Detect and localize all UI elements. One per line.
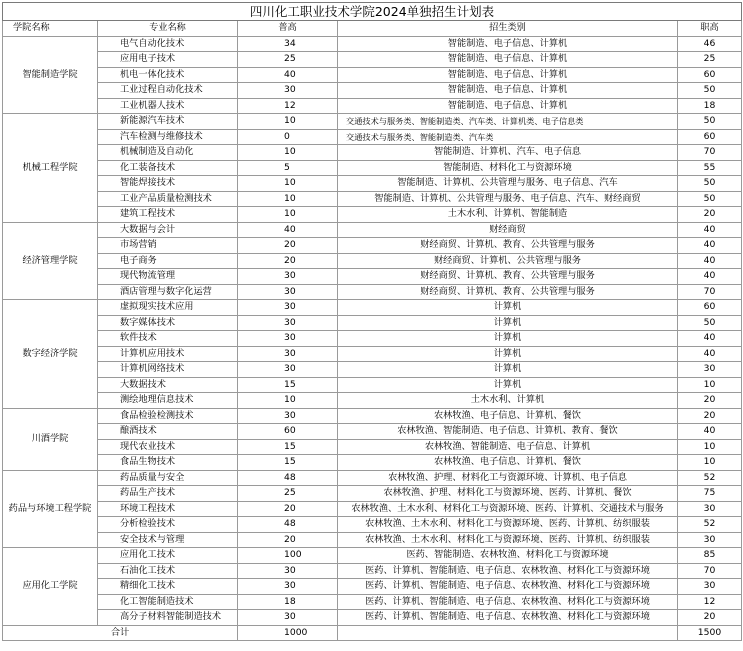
total-vocational: 1500 xyxy=(678,625,742,641)
header-college: 学院名称 xyxy=(3,21,98,37)
general-quota-cell: 30 xyxy=(238,284,338,300)
major-cell: 药品质量与安全 xyxy=(98,470,238,486)
major-cell: 电子商务 xyxy=(98,253,238,269)
table-row xyxy=(3,300,742,316)
table-row xyxy=(3,253,742,269)
table-row xyxy=(3,191,742,207)
category-cell: 农林牧渔、电子信息、计算机、餐饮 xyxy=(338,408,678,424)
vocational-quota-cell: 30 xyxy=(678,501,742,517)
general-quota-cell: 30 xyxy=(238,563,338,579)
header-row xyxy=(3,21,742,37)
category-cell: 农林牧渔、智能制造、电子信息、计算机 xyxy=(338,439,678,455)
major-cell: 分析检验技术 xyxy=(98,517,238,533)
major-cell: 机械制造及自动化 xyxy=(98,145,238,161)
general-quota-cell: 25 xyxy=(238,486,338,502)
college-name: 智能制造学院 xyxy=(22,68,78,80)
vocational-quota-cell: 70 xyxy=(678,145,742,161)
table-row xyxy=(3,393,742,409)
vocational-quota-cell: 50 xyxy=(678,114,742,130)
category-cell: 计算机 xyxy=(338,362,678,378)
category-cell: 医药、计算机、智能制造、电子信息、农林牧渔、材料化工与资源环境 xyxy=(338,610,678,626)
table-row xyxy=(3,207,742,223)
major-cell: 食品检验检测技术 xyxy=(98,408,238,424)
major-cell: 高分子材料智能制造技术 xyxy=(98,610,238,626)
general-quota-cell: 30 xyxy=(238,315,338,331)
category-cell: 农林牧渔、智能制造、电子信息、计算机、教育、餐饮 xyxy=(338,424,678,440)
major-cell: 建筑工程技术 xyxy=(98,207,238,223)
vocational-quota-cell: 70 xyxy=(678,563,742,579)
general-quota-cell: 15 xyxy=(238,439,338,455)
category-cell: 智能制造、计算机、汽车、电子信息 xyxy=(338,145,678,161)
table-row xyxy=(3,83,742,99)
vocational-quota-cell: 52 xyxy=(678,517,742,533)
category-cell: 医药、计算机、智能制造、电子信息、农林牧渔、材料化工与资源环境 xyxy=(338,563,678,579)
general-quota-cell: 10 xyxy=(238,176,338,192)
major-cell: 酿酒技术 xyxy=(98,424,238,440)
general-quota-cell: 60 xyxy=(238,424,338,440)
major-cell: 药品生产技术 xyxy=(98,486,238,502)
table-row xyxy=(3,439,742,455)
college-name-cell xyxy=(3,548,98,626)
general-quota-cell: 10 xyxy=(238,145,338,161)
category-cell: 交通技术与服务类、智能制造类、汽车类 xyxy=(338,129,678,145)
table-row xyxy=(3,362,742,378)
enrollment-plan-table xyxy=(2,2,742,641)
general-quota-cell: 20 xyxy=(238,238,338,254)
vocational-quota-cell: 12 xyxy=(678,594,742,610)
major-cell: 工业产品质量检测技术 xyxy=(98,191,238,207)
major-cell: 计算机网络技术 xyxy=(98,362,238,378)
table-row xyxy=(3,579,742,595)
general-quota-cell: 10 xyxy=(238,393,338,409)
category-cell: 计算机 xyxy=(338,331,678,347)
vocational-quota-cell: 40 xyxy=(678,253,742,269)
vocational-quota-cell: 85 xyxy=(678,548,742,564)
vocational-quota-cell: 50 xyxy=(678,191,742,207)
table-row xyxy=(3,145,742,161)
general-quota-cell: 10 xyxy=(238,114,338,130)
category-cell: 土木水利、计算机、智能制造 xyxy=(338,207,678,223)
major-cell: 机电一体化技术 xyxy=(98,67,238,83)
college-name-cell xyxy=(3,408,98,470)
total-row xyxy=(3,625,742,641)
college-name: 经济管理学院 xyxy=(22,254,78,266)
category-cell: 智能制造、电子信息、计算机 xyxy=(338,98,678,114)
total-label: 合计 xyxy=(3,625,238,641)
vocational-quota-cell: 40 xyxy=(678,222,742,238)
major-cell: 计算机应用技术 xyxy=(98,346,238,362)
major-cell: 智能焊接技术 xyxy=(98,176,238,192)
vocational-quota-cell: 75 xyxy=(678,486,742,502)
vocational-quota-cell: 30 xyxy=(678,579,742,595)
category-cell: 医药、计算机、智能制造、电子信息、农林牧渔、材料化工与资源环境 xyxy=(338,579,678,595)
general-quota-cell: 25 xyxy=(238,52,338,68)
college-name: 机械工程学院 xyxy=(22,161,78,173)
vocational-quota-cell: 50 xyxy=(678,176,742,192)
general-quota-cell: 30 xyxy=(238,269,338,285)
major-cell: 工业过程自动化技术 xyxy=(98,83,238,99)
vocational-quota-cell: 52 xyxy=(678,470,742,486)
college-name-cell xyxy=(3,36,98,114)
table-row xyxy=(3,269,742,285)
major-cell: 数字媒体技术 xyxy=(98,315,238,331)
category-cell: 智能制造、材料化工与资源环境 xyxy=(338,160,678,176)
total-general: 1000 xyxy=(238,625,338,641)
general-quota-cell: 40 xyxy=(238,222,338,238)
table-row xyxy=(3,377,742,393)
total-category xyxy=(338,625,678,641)
vocational-quota-cell: 60 xyxy=(678,129,742,145)
vocational-quota-cell: 30 xyxy=(678,532,742,548)
table-row xyxy=(3,36,742,52)
general-quota-cell: 18 xyxy=(238,594,338,610)
category-cell: 财经商贸、计算机、教育、公共管理与服务 xyxy=(338,269,678,285)
vocational-quota-cell: 70 xyxy=(678,284,742,300)
major-cell: 应用电子技术 xyxy=(98,52,238,68)
table-row xyxy=(3,176,742,192)
category-cell: 智能制造、电子信息、计算机 xyxy=(338,67,678,83)
college-name: 应用化工学院 xyxy=(22,580,78,591)
table-row xyxy=(3,470,742,486)
major-cell: 大数据与会计 xyxy=(98,222,238,238)
table-row xyxy=(3,563,742,579)
major-cell: 测绘地理信息技术 xyxy=(98,393,238,409)
major-cell: 现代物流管理 xyxy=(98,269,238,285)
vocational-quota-cell: 50 xyxy=(678,83,742,99)
general-quota-cell: 10 xyxy=(238,191,338,207)
category-cell: 农林牧渔、护理、材料化工与资源环境、计算机、电子信息 xyxy=(338,470,678,486)
vocational-quota-cell: 20 xyxy=(678,393,742,409)
major-cell: 电气自动化技术 xyxy=(98,36,238,52)
college-name-cell xyxy=(3,470,98,548)
table-row xyxy=(3,98,742,114)
major-cell: 环境工程技术 xyxy=(98,501,238,517)
table-row xyxy=(3,160,742,176)
table-row xyxy=(3,222,742,238)
category-cell: 智能制造、电子信息、计算机 xyxy=(338,36,678,52)
general-quota-cell: 30 xyxy=(238,579,338,595)
vocational-quota-cell: 10 xyxy=(678,439,742,455)
general-quota-cell: 10 xyxy=(238,207,338,223)
vocational-quota-cell: 10 xyxy=(678,377,742,393)
general-quota-cell: 12 xyxy=(238,98,338,114)
table-row xyxy=(3,548,742,564)
general-quota-cell: 30 xyxy=(238,346,338,362)
college-name-cell xyxy=(3,300,98,409)
table-row xyxy=(3,594,742,610)
table-row xyxy=(3,455,742,471)
major-cell: 精细化工技术 xyxy=(98,579,238,595)
major-cell: 汽车检测与维修技术 xyxy=(98,129,238,145)
category-cell: 计算机 xyxy=(338,377,678,393)
vocational-quota-cell: 10 xyxy=(678,455,742,471)
college-name-cell xyxy=(3,222,98,300)
vocational-quota-cell: 60 xyxy=(678,300,742,316)
vocational-quota-cell: 30 xyxy=(678,362,742,378)
table-row xyxy=(3,238,742,254)
vocational-quota-cell: 25 xyxy=(678,52,742,68)
vocational-quota-cell: 20 xyxy=(678,408,742,424)
major-cell: 大数据技术 xyxy=(98,377,238,393)
general-quota-cell: 48 xyxy=(238,470,338,486)
vocational-quota-cell: 20 xyxy=(678,610,742,626)
table-row xyxy=(3,331,742,347)
major-cell: 酒店管理与数字化运营 xyxy=(98,284,238,300)
major-cell: 石油化工技术 xyxy=(98,563,238,579)
major-cell: 应用化工技术 xyxy=(98,548,238,564)
category-cell: 智能制造、电子信息、计算机 xyxy=(338,83,678,99)
table-row xyxy=(3,610,742,626)
college-name: 药品与环境工程学院 xyxy=(8,502,92,514)
general-quota-cell: 30 xyxy=(238,610,338,626)
table-row xyxy=(3,67,742,83)
vocational-quota-cell: 50 xyxy=(678,315,742,331)
table-row xyxy=(3,517,742,533)
table-row xyxy=(3,346,742,362)
vocational-quota-cell: 40 xyxy=(678,424,742,440)
table-title: 四川化工职业技术学院2024单独招生计划表 xyxy=(3,3,742,21)
major-cell: 化工智能制造技术 xyxy=(98,594,238,610)
college-name: 川酒学院 xyxy=(31,432,69,444)
vocational-quota-cell: 40 xyxy=(678,269,742,285)
category-cell: 计算机 xyxy=(338,315,678,331)
category-cell: 财经商贸、计算机、教育、公共管理与服务 xyxy=(338,238,678,254)
category-cell: 农林牧渔、土木水利、材料化工与资源环境、医药、计算机、纺织服装 xyxy=(338,517,678,533)
category-cell: 农林牧渔、护理、材料化工与资源环境、医药、计算机、餐饮 xyxy=(338,486,678,502)
table-row xyxy=(3,424,742,440)
table-row xyxy=(3,129,742,145)
general-quota-cell: 20 xyxy=(238,501,338,517)
major-cell: 虚拟现实技术应用 xyxy=(98,300,238,316)
major-cell: 化工装备技术 xyxy=(98,160,238,176)
general-quota-cell: 30 xyxy=(238,300,338,316)
college-name: 数字经济学院 xyxy=(22,347,78,359)
general-quota-cell: 40 xyxy=(238,67,338,83)
general-quota-cell: 15 xyxy=(238,377,338,393)
category-cell: 财经商贸 xyxy=(338,222,678,238)
general-quota-cell: 5 xyxy=(238,160,338,176)
table-row xyxy=(3,114,742,130)
table-row xyxy=(3,501,742,517)
vocational-quota-cell: 40 xyxy=(678,331,742,347)
major-cell: 工业机器人技术 xyxy=(98,98,238,114)
vocational-quota-cell: 55 xyxy=(678,160,742,176)
table-row xyxy=(3,315,742,331)
general-quota-cell: 20 xyxy=(238,532,338,548)
category-cell: 智能制造、电子信息、计算机 xyxy=(338,52,678,68)
general-quota-cell: 30 xyxy=(238,331,338,347)
general-quota-cell: 20 xyxy=(238,253,338,269)
general-quota-cell: 34 xyxy=(238,36,338,52)
vocational-quota-cell: 18 xyxy=(678,98,742,114)
college-name-cell xyxy=(3,114,98,223)
vocational-quota-cell: 40 xyxy=(678,346,742,362)
category-cell: 财经商贸、计算机、教育、公共管理与服务 xyxy=(338,284,678,300)
major-cell: 安全技术与管理 xyxy=(98,532,238,548)
general-quota-cell: 48 xyxy=(238,517,338,533)
major-cell: 食品生物技术 xyxy=(98,455,238,471)
major-cell: 市场营销 xyxy=(98,238,238,254)
category-cell: 农林牧渔、土木水利、材料化工与资源环境、医药、计算机、纺织服装 xyxy=(338,532,678,548)
general-quota-cell: 30 xyxy=(238,83,338,99)
category-cell: 农林牧渔、土木水利、材料化工与资源环境、医药、计算机、交通技术与服务 xyxy=(338,501,678,517)
category-cell: 农林牧渔、电子信息、计算机、餐饮 xyxy=(338,455,678,471)
category-cell: 智能制造、计算机、公共管理与服务、电子信息、汽车、财经商贸 xyxy=(338,191,678,207)
category-cell: 医药、计算机、智能制造、电子信息、农林牧渔、材料化工与资源环境 xyxy=(338,594,678,610)
title-row xyxy=(3,3,742,21)
major-cell: 现代农业技术 xyxy=(98,439,238,455)
category-cell: 交通技术与服务类、智能制造类、汽车类、计算机类、电子信息类 xyxy=(338,114,678,130)
category-cell: 计算机 xyxy=(338,346,678,362)
table-row xyxy=(3,408,742,424)
table-row xyxy=(3,284,742,300)
category-cell: 医药、智能制造、农林牧渔、材料化工与资源环境 xyxy=(338,548,678,564)
major-cell: 软件技术 xyxy=(98,331,238,347)
category-cell: 土木水利、计算机 xyxy=(338,393,678,409)
general-quota-cell: 0 xyxy=(238,129,338,145)
table-row xyxy=(3,486,742,502)
major-cell: 新能源汽车技术 xyxy=(98,114,238,130)
vocational-quota-cell: 20 xyxy=(678,207,742,223)
general-quota-cell: 100 xyxy=(238,548,338,564)
category-cell: 智能制造、计算机、公共管理与服务、电子信息、汽车 xyxy=(338,176,678,192)
general-quota-cell: 15 xyxy=(238,455,338,471)
general-quota-cell: 30 xyxy=(238,362,338,378)
header-vocational: 职高 xyxy=(678,21,742,37)
header-category: 招生类别 xyxy=(338,21,678,37)
vocational-quota-cell: 46 xyxy=(678,36,742,52)
table-row xyxy=(3,52,742,68)
header-major: 专业名称 xyxy=(98,21,238,37)
header-general: 普高 xyxy=(238,21,338,37)
table-row xyxy=(3,532,742,548)
category-cell: 计算机 xyxy=(338,300,678,316)
vocational-quota-cell: 60 xyxy=(678,67,742,83)
vocational-quota-cell: 40 xyxy=(678,238,742,254)
general-quota-cell: 30 xyxy=(238,408,338,424)
category-cell: 财经商贸、计算机、公共管理与服务 xyxy=(338,253,678,269)
